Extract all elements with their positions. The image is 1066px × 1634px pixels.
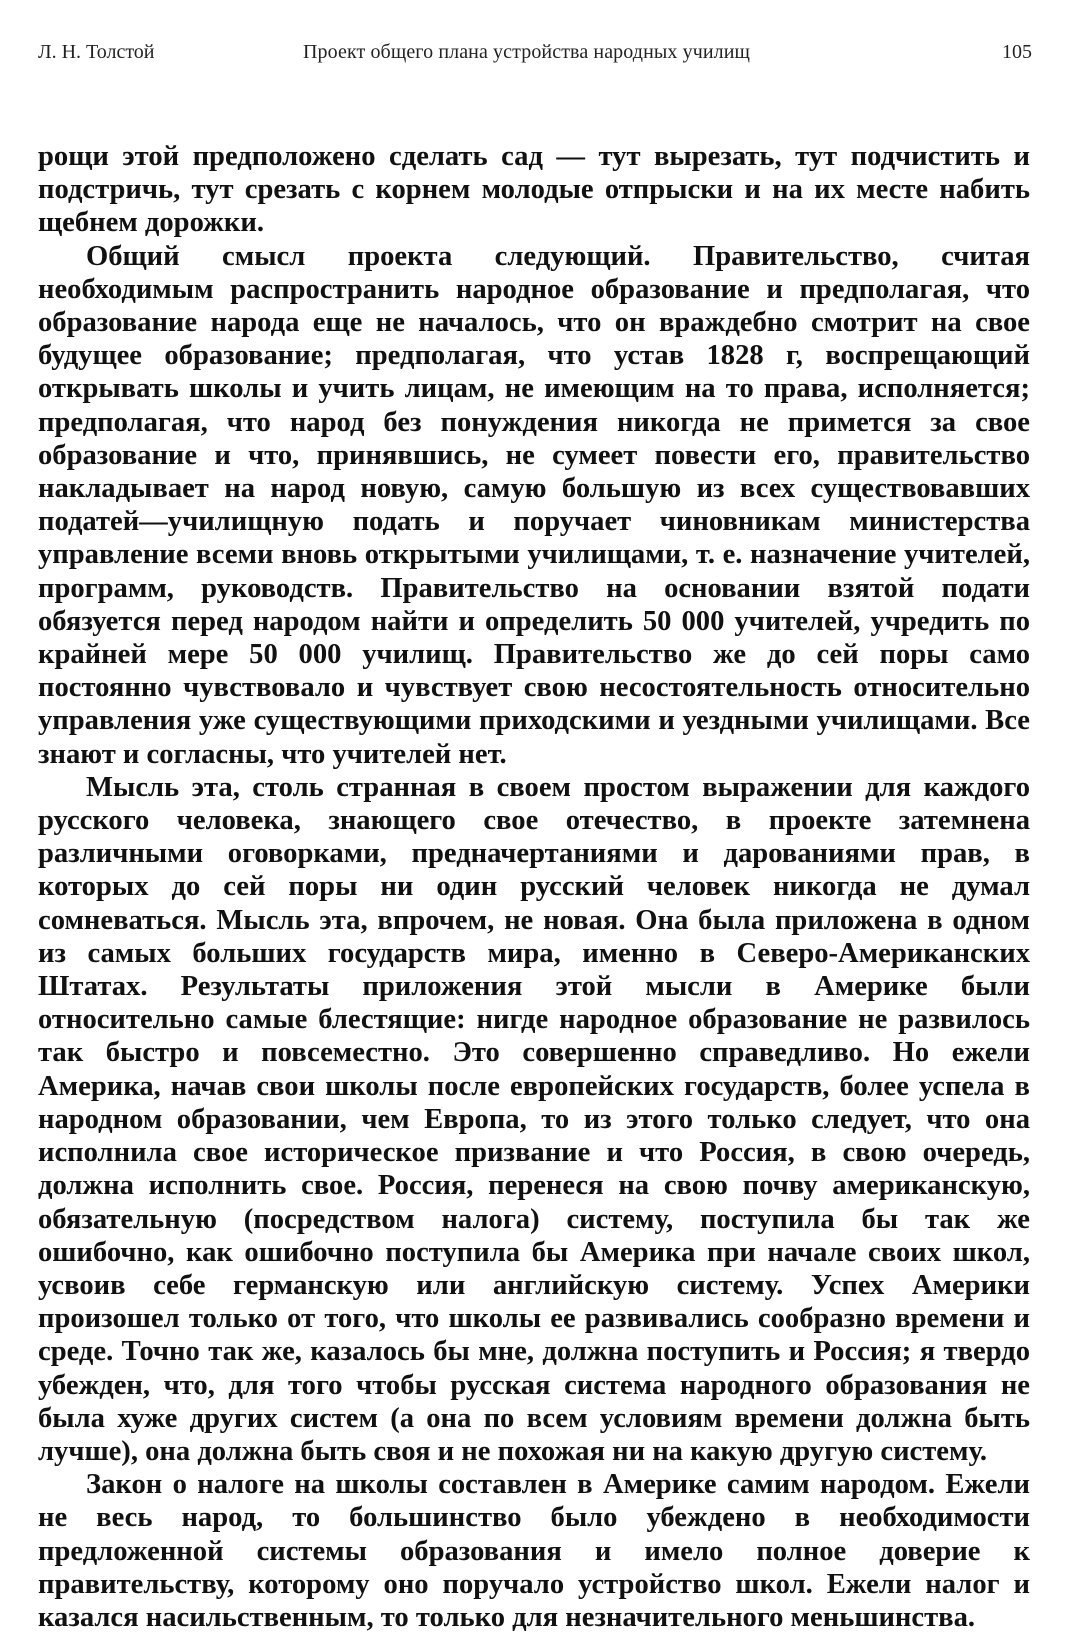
paragraph: Закон о налоге на школы составлен в Америке самим народом. Ежели не весь народ, то большинство было убеждено в необходимости предложенной системы образования и имело полное доверие к правительству, которому оно поручало устройство школ. Ежели налог и казался насильственным, то только для незначительного меньшинства. xyxy=(38,1469,1030,1633)
header-author: Л. Н. Толстой xyxy=(38,41,155,63)
page-number: 105 xyxy=(1002,41,1032,63)
running-header xyxy=(38,38,1032,66)
header-title: Проект общего плана устройства народных училищ xyxy=(303,41,751,63)
paragraph: Общий смысл проекта следующий. Правительство, считая необходимым распространить народное образование и предполагая, что образование народа еще не началось, что он враждебно смотрит на свое будущее образование; предполагая, что устав 1828 г, воспрещающий открывать школы и учить лицам, не имеющим на то права, исполняется; предполагая, что народ без понуждения никогда не примется за свое образование и что, принявшись, не сумеет повести его, правительство накладывает на народ новую, самую большую из всех существовавших податей—училищную подать и поручает чиновникам министерства управление всеми вновь открытыми училищами, т. е. назначение учителей, программ, руководств. Правительство на основании взятой подати обязуется перед народом найти и определить 50 000 учителей, учредить по крайней мере 50 000 училищ. Правительство же до сей поры само постоянно чувствовало и чувствует свою несостоятельность относительно управления уже существующими приходскими и уездными училищами. Все знают и согласны, что учителей нет. xyxy=(38,240,1030,770)
paragraph: рощи этой предположено сделать сад — тут вырезать, тут подчистить и подстричь, тут срезать с корнем молодые отпрыски и на их месте набить щебнем дорожки. xyxy=(38,141,1030,239)
paragraph: Мысль эта, столь странная в своем простом выражении для каждого русского человека, знающего свое отечество, в проекте затемнена различными оговорками, предначертаниями и дарованиями прав, в которых до сей поры ни один русский человек никогда не думал сомневаться. Мысль эта, впрочем, не новая. Она была приложена в одном из самых больших государств мира, именно в Северо-Американских Штатах. Результаты приложения этой мысли в Америке были относительно самые блестящие: нигде народное образование не развилось так быстро и повсеместно. Это совершенно справедливо. Но ежели Америка, начав свои школы после европейских государств, более успела в народном образовании, чем Европа, то из этого только следует, что она исполнила свое историческое призвание и что Россия, в свою очередь, должна исполнить свое. Россия, перенеся на свою почву американскую, обязательную (посредством налога) систему, поступила бы так же ошибочно, как ошибочно поступила бы Америка при начале своих школ, усвоив себе германскую или английскую систему. Успех Америки произошел только от того, что школы ее развивались сообразно времени и среде. Точно так же, казалось бы мне, должна поступить и Россия; я твердо убежден, что, для того чтобы русская система народного образования не была хуже других систем (а она по всем условиям времени должна быть лучше), она должна быть своя и не похожая ни на какую другую систему. xyxy=(38,771,1030,1467)
body-text xyxy=(38,140,1030,1634)
